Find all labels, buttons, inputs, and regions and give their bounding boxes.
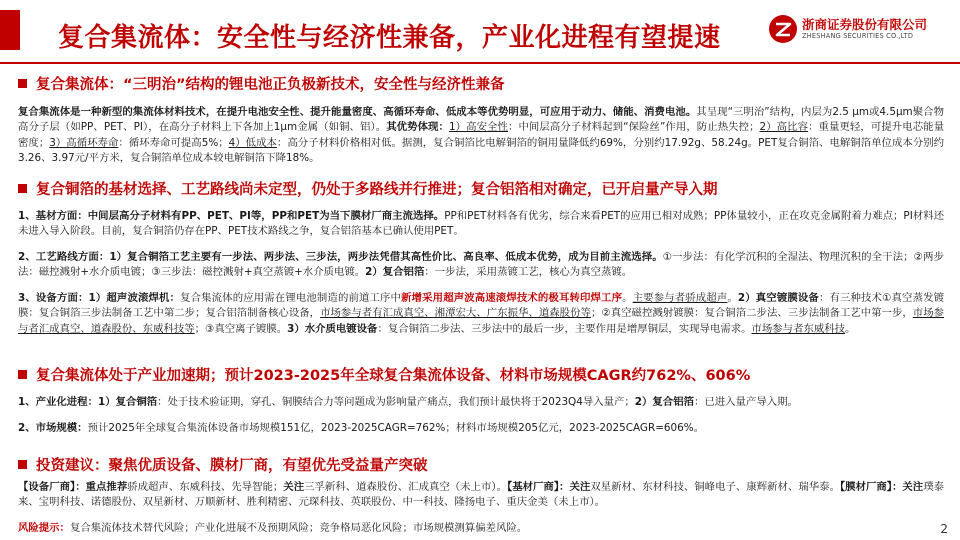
item-text: ：处于技术验证期，穿孔、铜膜结合力等问题成为影响量产痛点，我们预计最快将于2023Q4导入量产；: [157, 396, 635, 408]
section-title: 复合集流体：“三明治”结构的锂电池正负极新技术，安全性与经济性兼备: [36, 77, 505, 93]
copper-lead: 1）复合铜箔: [97, 396, 158, 408]
item-text: ：有三种技术①真空蒸发镀膜：复合铜箔三步法制备工艺中第二步；复合铝箔制备核心设备，: [18, 292, 945, 320]
item-industrialization: [18, 395, 944, 410]
zheshang-logo-icon: [768, 14, 798, 44]
item-lead: 2、工艺路线方面：1）复合铜箔工艺主要有一步法、两步法、三步法，两步法凭借其高性价比、高良率、低成本优势，成为目前主流选择。: [18, 251, 663, 263]
section-title: 复合集流体处于产业加速期；预计2023-2025年全球复合集流体设备、材料市场规模CAGR约762%、606%: [36, 368, 751, 384]
item-text: 。: [727, 292, 738, 304]
section-heading-copper-foil: [18, 178, 718, 199]
bullet-square-icon: [18, 370, 27, 379]
electroplating-lead: 3）水介质电镀设备: [287, 322, 378, 335]
item-text: 复合集流体的应用需在锂电池制造的前道工序中: [180, 292, 402, 304]
film-watch: 璞泰来、宝明科技、诺德股份、双星新材、万顺新材、胜利精密、元琛科技、英联股份、中一科技、隆扬电子、重庆金美（未上市）。: [18, 481, 945, 509]
risk-warning: [18, 521, 944, 536]
section-body-composite-collector: [18, 105, 944, 167]
bullet-square-icon: [18, 79, 27, 88]
item-lead: 1、基材方面：中间层高分子材料有PP、PET、PI等，PP和PET为当下膜材厂商主流选择。: [18, 210, 445, 222]
section-heading-market: [18, 364, 750, 385]
item-text: 。: [845, 322, 856, 335]
item-text: ：复合铜箔二步法、三步法中的最后一步，主要作用是增厚铜层，实现导电需求。: [377, 322, 752, 335]
item-text: PP和PET材料各有优劣，综合来看PET的应用已相对成熟；PP体量较小，正在攻克金属附着力难点；PI材料还未进入导入阶段。目前，复合铜箔仍存在PP、PET技术路线之争，复合铝箔基本已确认使用PET。: [18, 210, 945, 238]
participants-text: 市场参与者东威科技: [751, 322, 846, 335]
advantages-lead: 其优势体现：: [386, 121, 449, 134]
structure-text: 其呈现“三明治”结构，内层为2.5 μm或4.5μm聚合物高分子层（如PP、PET、PI），在高分子材料上下各加上1μm金属（如铜、铝）。: [18, 106, 944, 134]
header-divider: [0, 62, 960, 64]
participants-text: 市场参与者汇成真空、道森股份、东威科技等: [18, 307, 945, 335]
title-accent-bar: [0, 10, 20, 50]
item-lead: 3、设备方面：1）超声波滚焊机：: [18, 292, 181, 304]
section-heading-composite-collector: [18, 73, 505, 94]
item-equipment: [18, 291, 944, 337]
equipment-picks: 骄成超声、东威科技、先导智能；: [127, 481, 284, 493]
item-text: ①一步法：有化学沉积的全湿法、物理沉积的全干法；②两步法：磁控溅射+水介质电镀；③三步法：磁控溅射+真空蒸镀+水介质电镀。: [18, 251, 944, 279]
page-title: 复合集流体：安全性与经济性兼备，产业化进程有望提速: [58, 23, 721, 53]
watch-lead: 关注: [283, 481, 305, 493]
advantage-capacity: 2）高比容: [759, 121, 809, 134]
advantage-cycle-text: ：循环寿命可提高5%；: [118, 136, 229, 149]
risk-text: 复合集流体技术替代风险；产业化进展不及预期风险；竞争格局恶化风险；市场规模测算偏差风险。: [69, 522, 528, 534]
section-title: 投资建议：聚焦优质设备、膜材厂商，有望优先受益量产突破: [36, 458, 428, 474]
participants-text: 市场参与者有汇成真空、湘潭宏大、广东振华、道森股份等: [320, 307, 591, 320]
item-market-size: [18, 421, 944, 436]
item-text: 。: [622, 292, 633, 304]
section-title: 复合铜箔的基材选择、工艺路线尚未定型，仍处于多路线并行推进；复合铝箔相对确定，已开启量产导入期: [36, 182, 718, 198]
substrate-watch: 双星新材、东材科技、铜峰电子、康辉新材、瑞华泰。: [590, 481, 840, 493]
bullet-square-icon: [18, 460, 27, 469]
equipment-lead: 【设备厂商】：重点推荐: [18, 481, 128, 493]
bullet-square-icon: [18, 184, 27, 193]
participants-text: 主要参与者骄成超声: [632, 292, 728, 304]
item-lead: 1、产业化进程：: [18, 396, 98, 408]
vacuum-coating-lead: 2）真空镀膜设备: [737, 292, 819, 304]
equipment-watch: 三孚新科、道森股份、汇成真空（未上市）。: [304, 481, 508, 493]
item-text: ；③真空离子镀膜。: [194, 322, 288, 335]
item-substrate: [18, 209, 944, 240]
advantage-cycle: 3）高循环寿命: [49, 136, 119, 149]
item-text: ；②真空磁控溅射镀膜：复合铜箔二步法、三步法制备工艺中第一步，: [590, 307, 913, 320]
advantage-safety-text: ：中间层高分子材料起到“保险丝”作用，防止热失控；: [508, 121, 760, 134]
summary-lead: 复合集流体是一种新型的集流体材料技术，在提升电池安全性、提升能量密度、高循环寿命、低成本等优势明显，可应用于动力、储能、消费电池。: [18, 106, 697, 118]
advantage-cost-text: ：高分子材料价格相对低。据测，复合铜箔比电解铜箔的铜用量降低约69%，分别约17.92g、58.24g。PET复合铜箔、电解铜箔单位成本分别约3.26、3.97元/平方米，复合铜箔单位成本较电解铜箔下降18%。: [18, 136, 945, 165]
company-logo: [768, 14, 948, 46]
advantage-cost: 4）低成本: [228, 136, 277, 149]
highlight-text: 新增采用超声波高速滚焊技术的极耳转印焊工序: [401, 292, 623, 304]
logo-chinese-name: 浙商证券股份有限公司: [802, 17, 928, 32]
item-text: 预计2025年全球复合集流体设备市场规模151亿，2023-2025CAGR=762%；材料市场规模205亿元，2023-2025CAGR=606%。: [87, 422, 705, 434]
item-process-route: [18, 250, 944, 281]
title-block: [0, 0, 960, 72]
risk-label: 风险提示：: [18, 522, 70, 534]
aluminum-lead: 2）复合铝箔: [365, 266, 425, 279]
advantage-safety: 1）高安全性: [448, 121, 508, 134]
aluminum-lead: 2）复合铝箔: [634, 396, 694, 408]
page-number: 2: [940, 522, 948, 536]
film-lead: 【膜材厂商】：关注: [839, 481, 924, 493]
aluminum-text: ：一步法，采用蒸镀工艺，核心为真空蒸镀。: [424, 266, 633, 279]
item-lead: 2、市场规模：: [18, 422, 88, 434]
investment-recommendations: [18, 480, 944, 511]
section-heading-investment: [18, 454, 428, 475]
logo-english-name: ZHESHANG SECURITIES CO.,LTD: [802, 32, 914, 40]
item-text: ：已进入量产导入期。: [693, 396, 798, 408]
advantage-capacity-text: ：重量更轻，可提升电芯能量密度；: [18, 121, 945, 149]
substrate-lead: 【基材厂商】：关注: [507, 481, 591, 493]
